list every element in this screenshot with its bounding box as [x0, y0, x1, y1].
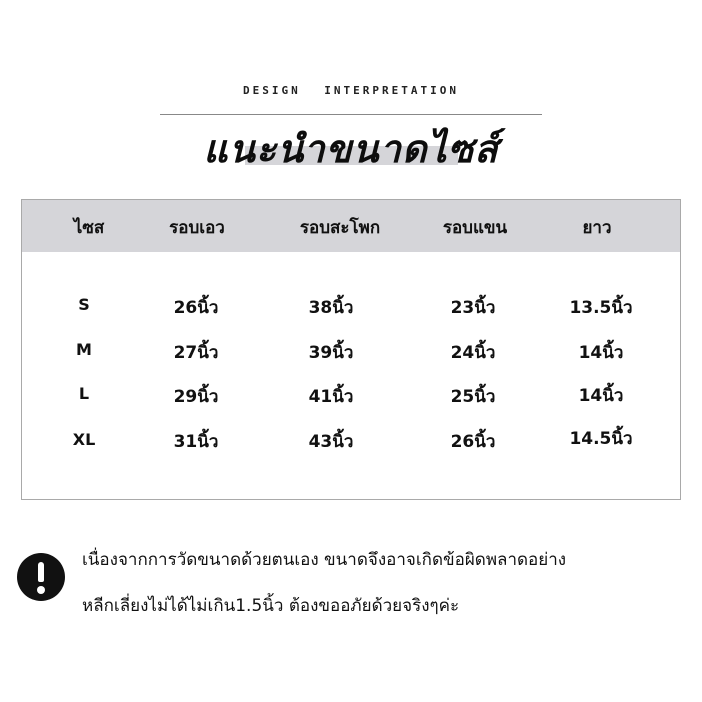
title-divider [160, 114, 542, 115]
length-value: 14นิ้ว [578, 343, 624, 363]
waist-value: 27นิ้ว [173, 343, 219, 363]
size-label: S [78, 295, 90, 314]
waist-value: 26นิ้ว [173, 298, 219, 318]
sleeve-value: 25นิ้ว [450, 387, 496, 407]
waist-value: 31นิ้ว [173, 432, 219, 452]
hip-value: 43นิ้ว [308, 432, 354, 452]
length-value: 14.5นิ้ว [569, 429, 633, 449]
size-label: M [76, 340, 92, 359]
size-table [21, 199, 681, 500]
header-hip: รอบสะโพก [299, 218, 381, 238]
hip-value: 41นิ้ว [308, 387, 354, 407]
header-waist: รอบเอว [169, 218, 225, 238]
disclaimer-line-1: เนื่องจากการวัดขนาดด้วยตนเอง ขนาดจึงอาจเกิดข้อผิดพลาดอย่าง [82, 550, 567, 570]
header-size: ไซส [73, 218, 105, 238]
header-length: ยาว [582, 218, 612, 238]
subtitle: DESIGN INTERPRETATION [242, 84, 460, 97]
exclamation-icon [17, 553, 65, 601]
size-label: XL [72, 430, 96, 449]
disclaimer-line-2: หลีกเลี่ยงไม่ได้ไม่เกิน1.5นิ้ว ต้องขออภัยด้วยจริงๆค่ะ [82, 596, 460, 616]
header-sleeve: รอบแขน [442, 218, 508, 238]
sleeve-value: 26นิ้ว [450, 432, 496, 452]
sleeve-value: 23นิ้ว [450, 298, 496, 318]
length-value: 14นิ้ว [578, 386, 624, 406]
sleeve-value: 24นิ้ว [450, 343, 496, 363]
page-title: แนะนำขนาดไซส์ [203, 126, 499, 171]
table-header [22, 200, 680, 252]
hip-value: 39นิ้ว [308, 343, 354, 363]
waist-value: 29นิ้ว [173, 387, 219, 407]
hip-value: 38นิ้ว [308, 298, 354, 318]
length-value: 13.5นิ้ว [569, 298, 633, 318]
size-label: L [78, 384, 90, 403]
